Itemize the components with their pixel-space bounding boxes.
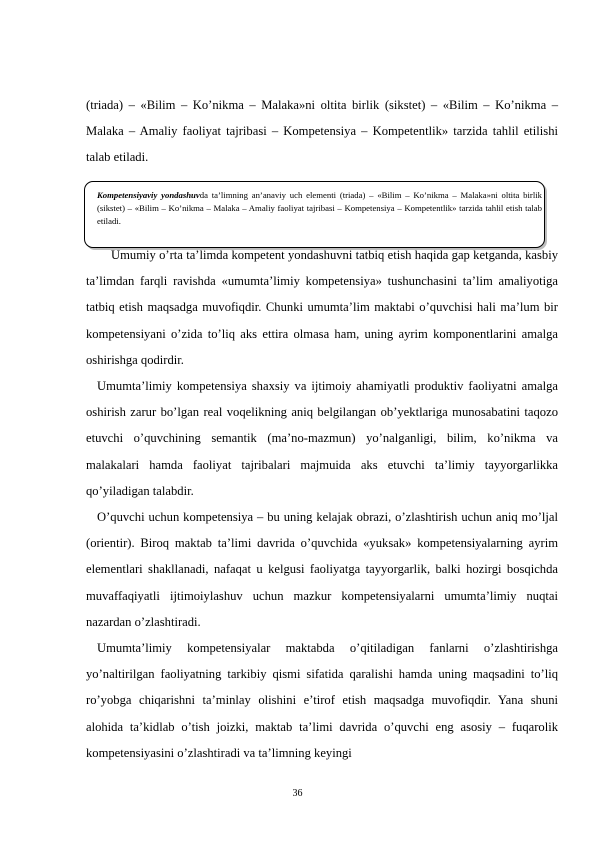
paragraph: Umumiy o’rta ta’limda kompetent yondashuvni tatbiq etish haqida gap ketganda, kasbiy ta’limdan farqli ravishda «umumta’limiy kompetensiya» tushunchasini ta’lim amaliyotiga tatbiq etish maqsadga muvofiqdir. Chunki umumta’lim maktabi o’quvchisi hali ma’lum bir kompetensiyani o’zida to’liq aks ettira olmasa ham, uning ayrim komponentlarini amalga oshirishga qodirdir. (86, 248, 558, 367)
paragraph-text: (triada) – «Bilim – Ko’nikma – Malaka»ni oltita birlik (sikstet) – «Bilim – Ko’nikma – Malaka – Amaliy faoliyat tajribasi – Kompetensiya – Kompetentlik» tarzida tahlil etilishi talab etiladi. (86, 98, 558, 165)
paragraph: Umumta’limiy kompetensiya shaxsiy va ijtimoiy ahamiyatli produktiv faoliyatni amalga oshirish zarur bo’lgan real voqelikning aniq belgilangan ob’yektlariga munosabatini taqozo etuvchi o’quvchining semantik (ma’no-mazmun) yo’nalganligi, bilim, ko’nikma va malakalari hamda faoliyat tajribalari majmuida aks etuvchi ta’limiy tayyorgarlikka qo’yiladigan talabdir. (86, 379, 558, 498)
callout-text (97, 189, 542, 229)
paragraph: Umumta’limiy kompetensiyalar maktabda o’qitiladigan fanlarni o’zlashtirishga yo’naltirilgan faoliyatning tarkibiy qismi sifatida qaralishi hamda uning maqsadini to’liq ro’yobga chiqarishni ta’minlay olishini e’tirof etish maqsadga muvofiqdir. Yana shuni alohida ta’kidlab o’tish joizki, maktab ta’limi davrida o’quvchi eng asosiy – fuqarolik kompetensiyasini o’zlashtiradi va ta’limning keyingi (86, 641, 558, 760)
page-number: 36 (292, 788, 303, 799)
paragraph: O’quvchi uchun kompetensiya – bu uning kelajak obrazi, o’zlashtirish uchun aniq mo’ljal (orientir). Biroq maktab ta’limi davrida o’quvchida «yuksak» kompetensiyalarning ayrim elementlari shakllanadi, nafaqat u kelgusi faoliyatga tayyorgarlik, balki hozirgi bosqichda muvaffaqiyatli ijtimoiylashuv uchun mazkur kompetensiyalarni umumta’limiy nuqtai nazardan o’zlashtiradi. (86, 510, 558, 629)
intro-paragraph (86, 92, 558, 171)
definition-callout-box (84, 181, 545, 248)
callout-bold-lead: Kompetensiyaviy yondashuv (97, 190, 200, 200)
main-text (86, 242, 558, 766)
callout-body: da ta’limning an’anaviy uch elementi (triada) – «Bilim – Ko’nikma – Malaka»ni oltita birlik (sikstet) – «Bilim – Ko’nikma – Malaka – Amaliy faoliyat tajribasi – Kompetensiya – Kompetentlik» tarzida tahlil etish talab etiladi. (97, 190, 542, 227)
